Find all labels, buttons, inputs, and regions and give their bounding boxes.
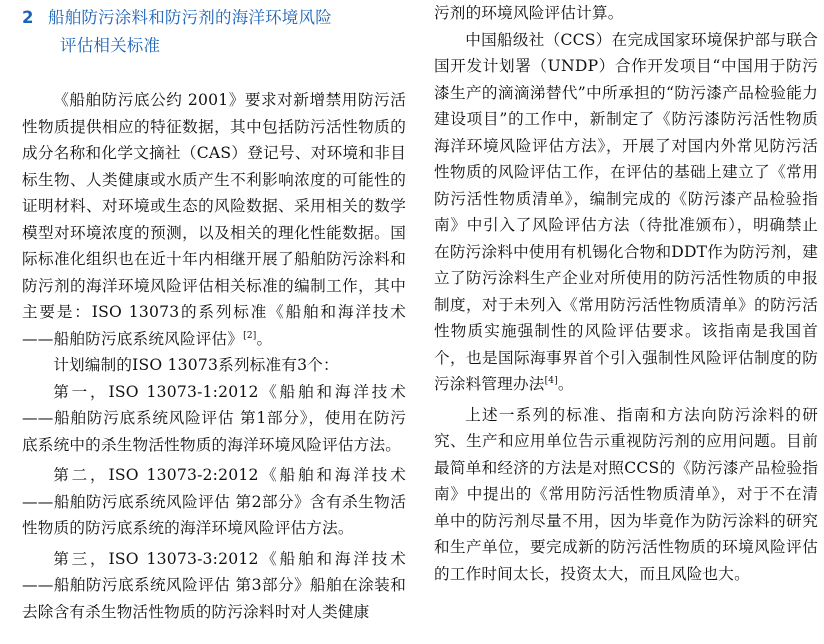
paragraph: 第二，ISO 13073-2:2012《船舶和海洋技术——船舶防污底系统风险评估 第2部分》含有杀生物活性物质的防污底系统的海洋环境风险评估方法。 [22,466,406,537]
section-heading-line1: 船舶防污涂料和防污剂的海洋环境风险 [48,8,332,27]
paragraph-text: 中国船级社（CCS）在完成国家环境保护部与联合国开发计划署（UNDP）合作开发项目“中国用于防污漆生产的滴滴涕替代”中所承担的“防污漆产品检验能力建设项目”的工作中，新制定了《防污漆防污活性物质海洋环境风险评估方法》，开展了对国内外常见防污活性物质的风险评估工作，在评估的基础上建立了《常用防污活性物质清单》，编制完成的《防污漆产品检验指南》中引入了风险评估方法（待批准颁布），明确禁止在防污涂料中使用有机锡化合物和DDT作为防污剂，建立了防污涂料生产企业对所使用的防污活性物质的申报制度，对于未列入《常用防污活性物质清单》的防污活性物质实施强制性的风险评估要求。该指南是我国首个，也是国际海事界首个引入强制性风险评估制度的防污涂料管理办法 [434,30,818,393]
paragraph: 第三，ISO 13073-3:2012《船舶和海洋技术——船舶防污底系统风险评估 第3部分》船舶在涂装和去除含有杀生物活性物质的防污涂料时对人类健康 [22,549,406,621]
paragraph [22,87,406,352]
right-column [434,0,818,587]
paragraph: 计划编制的ISO 13073系列标准有3个： [53,356,339,374]
paragraph-tail: 。 [557,375,574,393]
paragraph: 第一，ISO 13073-1:2012《船舶和海洋技术——船舶防污底系统风险评估 第1部分》，使用在防污底系统中的杀生物活性物质的海洋环境风险评估方法。 [22,382,406,454]
left-column [22,0,406,625]
citation-ref: [4] [544,375,558,386]
section-number: 2 [22,8,34,27]
paragraph: 上述一系列的标准、指南和方法向防污涂料的研究、生产和应用单位告示重视防污剂的应用问题。目前最简单和经济的方法是对照CCS的《防污漆产品检验指南》中提出的《常用防污活性物质清单》，对于不在清单中的防污剂尽量不用，因为毕竟作为防污涂料的研究和生产单位，要完成新的防污活性物质的环境风险评估的工作时间太长，投资太大，而且风险也大。 [434,405,818,583]
citation-ref: [2] [243,330,257,341]
paragraph-tail: 。 [256,329,273,348]
section-heading-line2: 评估相关标准 [60,36,161,55]
paragraph [434,27,818,398]
paragraph: 污剂的环境风险评估计算。 [434,4,624,22]
section-heading [22,4,406,60]
paragraph-text: 《船舶防污底公约 2001》要求对新增禁用防污活性物质提供相应的特征数据，其中包括防污活性物质的成分名称和化学文摘社（CAS）登记号、对环境和非目标生物、人类健康或水质产生不利影响浓度的可能性的证明材料、对环境或生态的风险数据、采用相关的数学模型对环境浓度的预测，以及相关的理化性能数据。国际标准化组织也在近十年内相继开展了船舶防污涂料和防污剂的海洋环境风险评估相关标准的编制工作，其中主要是：ISO 13073的系列标准《船舶和海洋技术——船舶防污底系统风险评估》 [22,91,406,348]
